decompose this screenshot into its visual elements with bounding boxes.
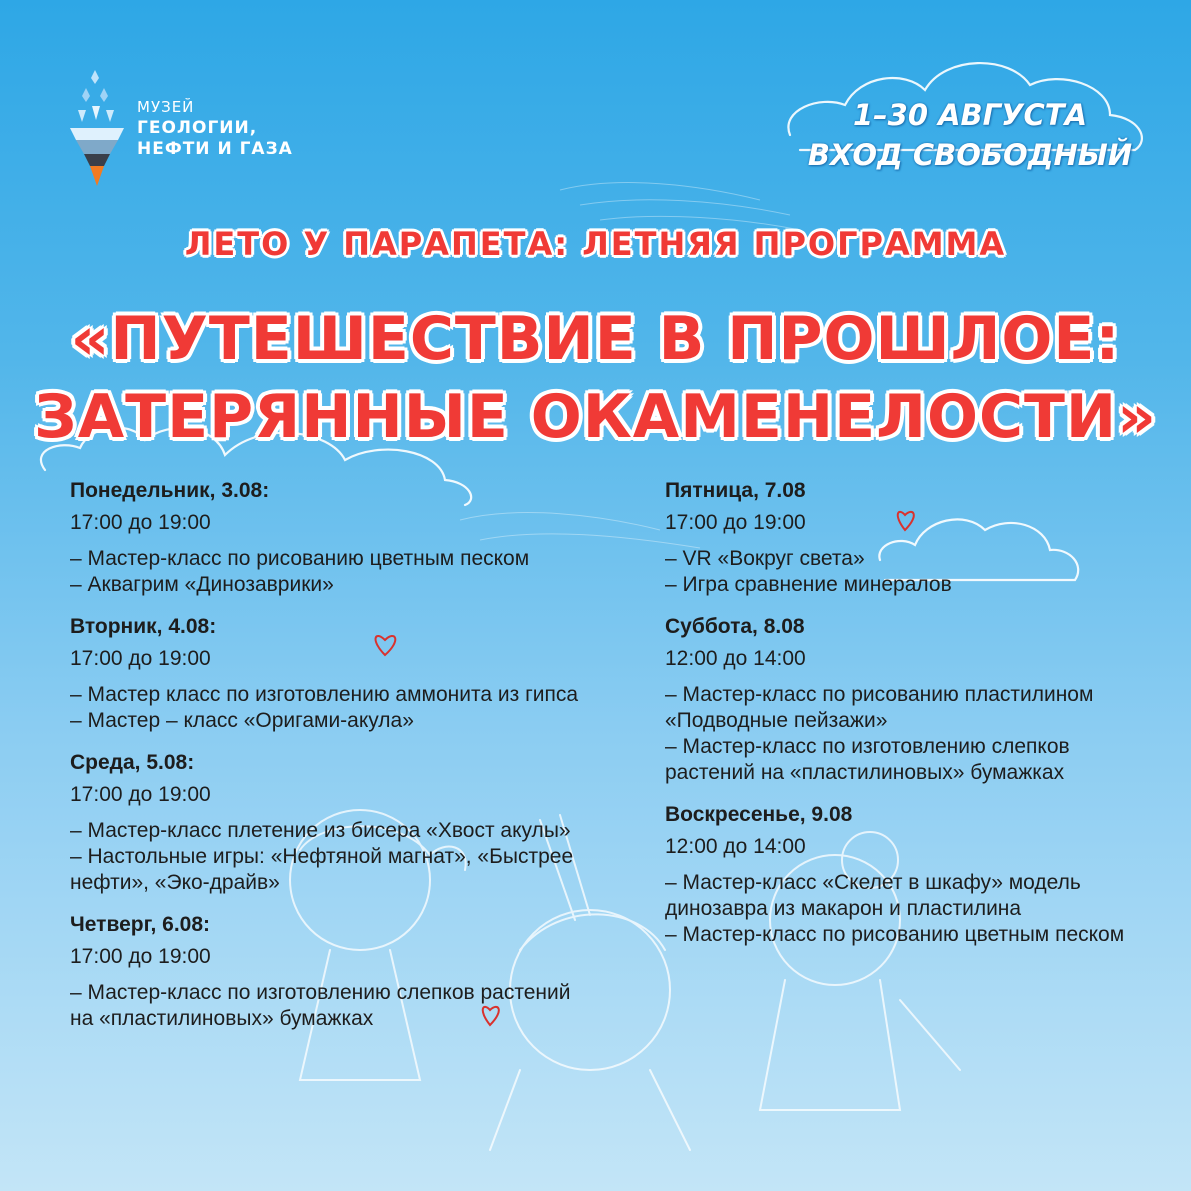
schedule-day <box>70 614 590 734</box>
entry-line: ВХОД СВОБОДНЫЙ <box>807 138 1133 172</box>
day-time: 17:00 до 19:00 <box>70 783 211 806</box>
dates-banner <box>790 95 1150 175</box>
schedule-day <box>665 802 1155 948</box>
logo-line: МУЗЕЙ <box>137 98 195 116</box>
activity-item: – Игра сравнение минералов <box>665 573 952 596</box>
schedule-left <box>70 478 590 1048</box>
activity-item: – Мастер – класс «Оригами-акула» <box>70 709 414 732</box>
museum-name <box>137 97 293 160</box>
day-name: Воскресенье, 9.08 <box>665 803 853 826</box>
day-time: 17:00 до 19:00 <box>70 945 211 968</box>
day-name: Среда, 5.08: <box>70 751 195 774</box>
activity-item: – Мастер класс по изготовлению аммонита из гипса <box>70 683 579 706</box>
day-time: 17:00 до 19:00 <box>70 511 211 534</box>
activity-item: – Мастер-класс по рисованию пластилином «Подводные пейзажи» <box>665 683 1094 732</box>
crystal-logo-icon <box>66 70 128 190</box>
day-name: Суббота, 8.08 <box>665 615 805 638</box>
day-name: Понедельник, 3.08: <box>70 479 270 502</box>
day-time: 17:00 до 19:00 <box>665 511 806 534</box>
activity-item: – Аквагрим «Динозаврики» <box>70 573 334 596</box>
dates-line: 1–30 АВГУСТА <box>852 98 1088 132</box>
activity-item: – Мастер-класс по рисованию цветным песком <box>665 923 1125 946</box>
activity-item: – VR «Вокруг света» <box>665 547 865 570</box>
program-title <box>0 300 1191 456</box>
logo-line: НЕФТИ И ГАЗА <box>137 139 293 159</box>
activity-item: – Мастер-класс плетение из бисера «Хвост акулы» <box>70 819 571 842</box>
activity-item: – Мастер-класс по изготовлению слепков растений на «пластилиновых» бумажках <box>665 735 1070 784</box>
activity-item: – Мастер-класс по изготовлению слепков растений на «пластилиновых» бумажках <box>70 981 571 1030</box>
schedule-day <box>70 912 590 1032</box>
activity-item: – Мастер-класс по рисованию цветным песком <box>70 547 530 570</box>
program-subtitle: ЛЕТО У ПАРАПЕТА: ЛЕТНЯЯ ПРОГРАММА <box>184 225 1007 263</box>
day-name: Вторник, 4.08: <box>70 615 217 638</box>
day-time: 17:00 до 19:00 <box>70 647 211 670</box>
activity-item: – Настольные игры: «Нефтяной магнат», «Быстрее нефти», «Эко-драйв» <box>70 845 574 894</box>
schedule-day <box>665 478 1155 598</box>
day-name: Пятница, 7.08 <box>665 479 806 502</box>
day-time: 12:00 до 14:00 <box>665 647 806 670</box>
schedule-day <box>70 478 590 598</box>
title-line: «ПУТЕШЕСТВИЕ В ПРОШЛОЕ: <box>70 304 1121 374</box>
activity-item: – Мастер-класс «Скелет в шкафу» модель динозавра из макарон и пластилина <box>665 871 1081 920</box>
schedule-day <box>665 614 1155 786</box>
schedule-right <box>665 478 1155 964</box>
logo-line: ГЕОЛОГИИ, <box>137 118 258 138</box>
day-name: Четверг, 6.08: <box>70 913 211 936</box>
title-line: ЗАТЕРЯННЫЕ ОКАМЕНЕЛОСТИ» <box>34 382 1157 452</box>
schedule-day <box>70 750 590 896</box>
day-time: 12:00 до 14:00 <box>665 835 806 858</box>
